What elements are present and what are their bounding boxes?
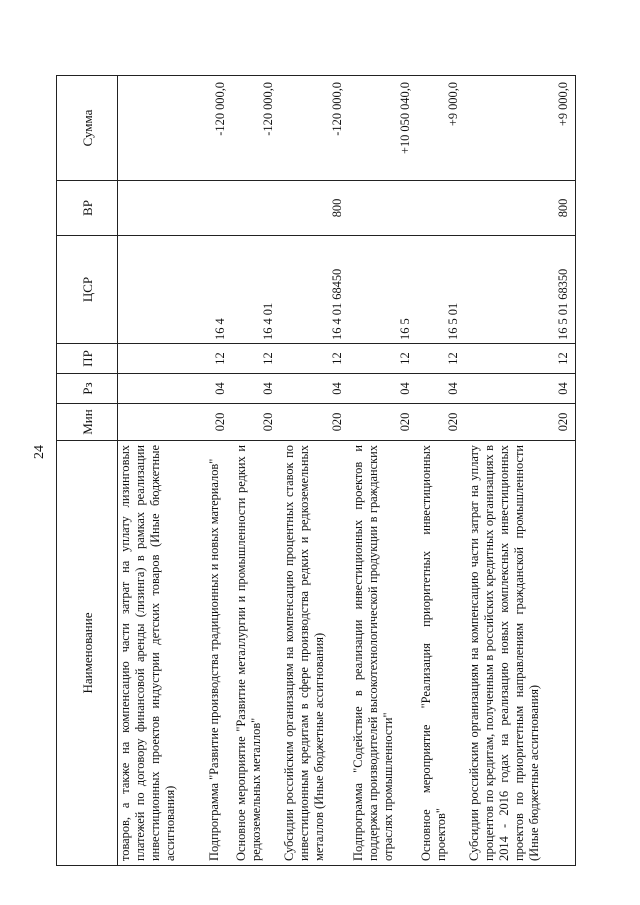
row-csr: 16 5 xyxy=(349,236,418,344)
row-pr: 12 xyxy=(205,344,232,374)
table-row xyxy=(118,76,205,866)
row-sum: -120 000,0 xyxy=(205,76,232,181)
row-min: 020 xyxy=(232,404,280,441)
row-name: Субсидии российским организациям на компенсацию процентных ставок по инвестиционным кредитам в сфере производства редких и редкоземельных металлов (Иные бюджетные ассигнования) xyxy=(280,441,349,866)
row-vr: 800 xyxy=(280,181,349,236)
table-row xyxy=(349,76,418,866)
row-sum: +10 050 040,0 xyxy=(349,76,418,181)
row-min xyxy=(118,404,205,441)
table-header-row xyxy=(57,76,118,866)
table-row xyxy=(465,76,575,866)
row-vr xyxy=(232,181,280,236)
row-sum xyxy=(118,76,205,181)
row-min: 020 xyxy=(417,404,465,441)
row-sum: -120 000,0 xyxy=(280,76,349,181)
header-csr: ЦСР xyxy=(57,236,118,344)
row-pr: 12 xyxy=(280,344,349,374)
row-name: Основное мероприятие "Развитие металлургии и промышленности редких и редкоземельных металлов" xyxy=(232,441,280,866)
row-csr: 16 5 01 xyxy=(417,236,465,344)
header-sum: Сумма xyxy=(57,76,118,181)
row-name: товаров, а также на компенсацию части затрат на уплату лизинговых платежей по договору финансовой аренды (лизинга) в рамках реализации инвестиционных проектов индустрии детских товаров (Иные бюджетные ассигнования) xyxy=(118,441,205,866)
row-sum: +9 000,0 xyxy=(465,76,575,181)
budget-table-container xyxy=(56,76,576,866)
row-vr: 800 xyxy=(465,181,575,236)
table-row xyxy=(280,76,349,866)
row-rz: 04 xyxy=(280,374,349,404)
header-pr: ПР xyxy=(57,344,118,374)
row-min: 020 xyxy=(465,404,575,441)
row-csr: 16 4 xyxy=(205,236,232,344)
table-row xyxy=(417,76,465,866)
row-pr: 12 xyxy=(417,344,465,374)
row-name: Подпрограмма "Содействие в реализации инвестиционных проектов и поддержка производителей высокотехнологической продукции в гражданских отраслях промышленности" xyxy=(349,441,418,866)
row-rz xyxy=(118,374,205,404)
header-min: Мин xyxy=(57,404,118,441)
rotated-table-frame xyxy=(56,76,576,866)
row-pr: 12 xyxy=(465,344,575,374)
row-vr xyxy=(417,181,465,236)
header-name: Наименование xyxy=(57,441,118,866)
row-rz: 04 xyxy=(205,374,232,404)
row-rz: 04 xyxy=(232,374,280,404)
row-csr: 16 4 01 xyxy=(232,236,280,344)
row-pr: 12 xyxy=(349,344,418,374)
budget-table xyxy=(56,75,576,866)
row-vr xyxy=(349,181,418,236)
row-min: 020 xyxy=(349,404,418,441)
header-rz: Рз xyxy=(57,374,118,404)
row-sum: -120 000,0 xyxy=(232,76,280,181)
row-csr xyxy=(118,236,205,344)
table-row xyxy=(205,76,232,866)
row-name: Основное мероприятие "Реализация приоритетных инвестиционных проектов" xyxy=(417,441,465,866)
row-vr xyxy=(205,181,232,236)
row-min: 020 xyxy=(280,404,349,441)
row-csr: 16 5 01 68350 xyxy=(465,236,575,344)
row-rz: 04 xyxy=(465,374,575,404)
row-min: 020 xyxy=(205,404,232,441)
row-vr xyxy=(118,181,205,236)
table-row xyxy=(232,76,280,866)
row-sum: +9 000,0 xyxy=(417,76,465,181)
row-pr: 12 xyxy=(232,344,280,374)
page-number: 24 xyxy=(32,445,47,459)
header-vr: ВР xyxy=(57,181,118,236)
row-name: Подпрограмма "Развитие производства традиционных и новых материалов" xyxy=(205,441,232,866)
row-rz: 04 xyxy=(349,374,418,404)
row-pr xyxy=(118,344,205,374)
row-rz: 04 xyxy=(417,374,465,404)
row-csr: 16 4 01 68450 xyxy=(280,236,349,344)
row-name: Субсидии российским организациям на компенсацию части затрат на уплату процентов по кредитам, полученным в российских кредитных организациях в 2014 - 2016 годах на реализацию новых комплексных инвестиционных проектов по приоритетным направлениям гражданской промышленности (Иные бюджетные ассигнования) xyxy=(465,441,575,866)
